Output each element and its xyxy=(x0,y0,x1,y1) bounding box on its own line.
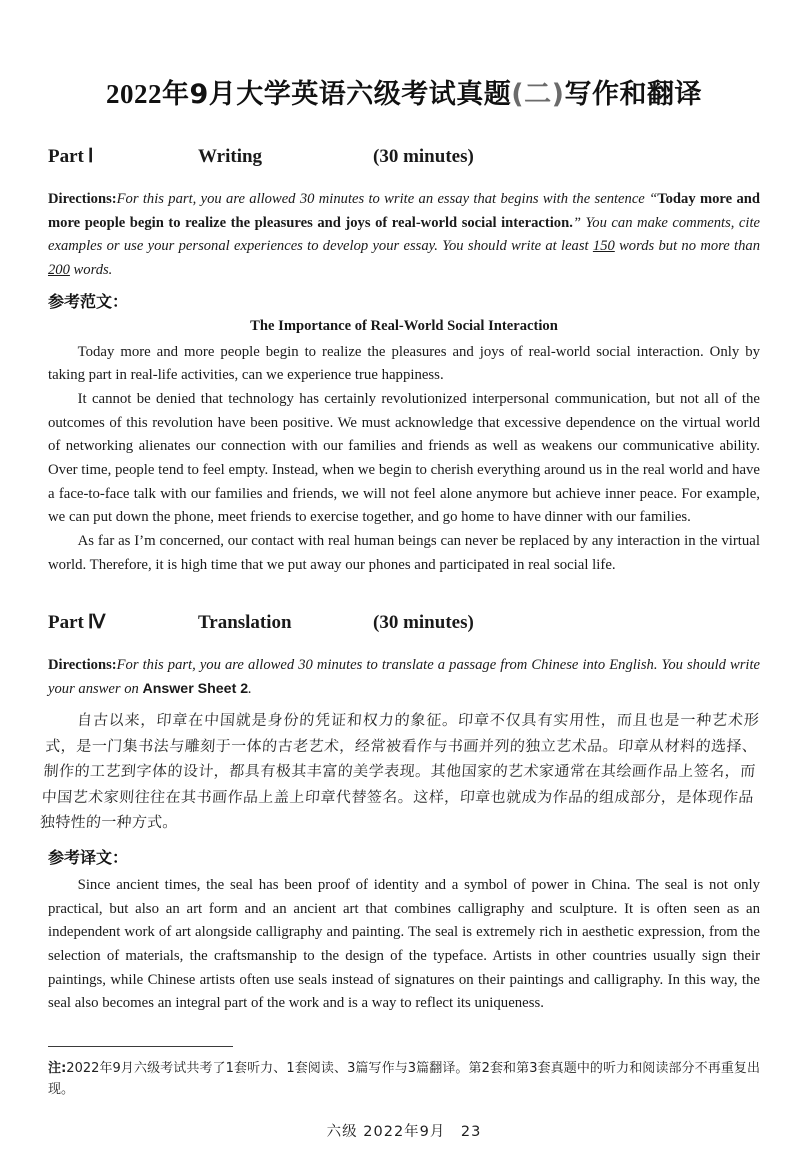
part4-directions-label: Directions: xyxy=(48,657,117,674)
sample-essay-paragraph-3: As far as I’m concerned, our contact with real human beings can never be replaced by any interaction in the virtual world. Therefore, it is high time that we put away our phones and participated in real social life. xyxy=(48,532,760,573)
part1-label-group xyxy=(48,145,198,168)
footnote-divider xyxy=(48,1046,233,1047)
part1-directions-text-b: ” You can make comments, cite examples or use your personal experiences to develop your essay. You should write at least xyxy=(48,214,760,255)
sample-essay-label: 参考范文： xyxy=(48,291,129,311)
part4-time: (30 minutes) xyxy=(373,612,474,634)
part1-min-words: 150 xyxy=(592,238,615,255)
page-title xyxy=(48,72,760,111)
sample-translation-label: 参考译文： xyxy=(48,848,129,868)
part4-label: Part xyxy=(48,612,84,634)
part4-directions-text-b: . xyxy=(248,680,252,697)
sample-translation-text: Since ancient times, the seal has been proof of identity and a symbol of power in China. The seal is not only practical, but also an art form and an ancient art that combines calligraphy and sculpture. It is often seen as an independent work of art alongside calligraphy and painting. The seal is extremely rich in aesthetic expression, from the selection of materials, the craftsmanship to the design of the typeface. Artists in other countries usually sign their paintings, while Chinese artists often use seals instead of signatures on their paintings and calligraphy. In this way, the seal also becomes an integral part of the work and is a way to reflect its uniqueness. xyxy=(48,877,760,1012)
title-paren: (二) xyxy=(511,79,565,110)
part1-name: Writing xyxy=(198,146,263,167)
part4-name: Translation xyxy=(198,612,292,634)
page-footer: 六级 2022年9月 23 xyxy=(326,1124,482,1141)
part1-directions-text-d: words. xyxy=(69,261,113,278)
part4-directions xyxy=(48,654,760,701)
part1-heading xyxy=(48,145,760,168)
footnote-text: 2022年9月六级考试共考了1套听力、1套阅读、3篇写作与3篇翻译。第2套和第3套真题中的听力和阅读部分不再重复出现。 xyxy=(48,1061,761,1098)
part1-essay-prompt: Today more and more people begin to realize the pleasures and joys of real-world social interaction. xyxy=(48,191,760,231)
part1-max-words: 200 xyxy=(48,261,70,278)
sample-essay-title: The Importance of Real-World Social Interaction xyxy=(250,317,558,334)
part1-numeral: Ⅰ xyxy=(87,146,94,167)
part4-label-group xyxy=(48,611,198,634)
part1-directions-label: Directions: xyxy=(48,191,117,207)
sample-essay-paragraph-1: Today more and more people begin to realize the pleasures and joys of real-world social interaction. Only by taking part in real-life activities, can we experience true happiness. xyxy=(48,343,760,384)
title-suffix: 写作和翻译 xyxy=(564,79,702,110)
part4-directions-text-a: For this part, you are allowed 30 minutes to translate a passage from Chinese into English. You should write your answer on xyxy=(48,657,760,697)
footnote-marker: 注: xyxy=(48,1061,67,1077)
footnote xyxy=(48,1058,760,1100)
answer-sheet-reference: Answer Sheet 2 xyxy=(142,680,249,697)
part1-directions-text-a: For this part, you are allowed 30 minutes to write an essay that begins with the sentence “ xyxy=(116,191,658,207)
sample-essay-paragraph-2: It cannot be denied that technology has certainly revolutionized interpersonal communication, but not all of the outcomes of this revolution have been positive. We must acknowledge that excessive dependence on the virtual world of networking alienates our connection with our families and friends as well as weakens our communicative ability. Over time, people tend to feel empty. Instead, when we begin to cherish everything around us in the real world and have a face-to-face talk with our families and friends, we will not feel alone anymore but achieve inner peace. For example, we can put down the phone, meet friends to exercise together, and go home to have dinner with our families. xyxy=(48,390,760,526)
part1-label: Part xyxy=(48,146,84,167)
page-content xyxy=(39,0,761,1141)
title-year: 2022 xyxy=(106,79,162,109)
chinese-source-passage: 自古以来，印章在中国就是身份的凭证和权力的象征。印章不仅具有实用性，而且也是一种艺术形式，是一门集书法与雕刻于一体的古老艺术，经常被看作与书画并列的独立艺术品。印章从材料的选择、制作的工艺到字体的设计，都具有极其丰富的美学表现。其他国家的艺术家通常在其绘画作品上签名，而中国艺术家则往往在其书画作品上盖上印章代替签名。这样，印章也就成为作品的组成部分，是体现作品独特性的一种方式。 xyxy=(39,710,760,831)
part1-directions-text-c: words but no more than xyxy=(614,238,761,255)
part1-directions xyxy=(48,188,760,283)
part1-time: (30 minutes) xyxy=(373,146,474,167)
part4-heading xyxy=(48,611,760,634)
part4-numeral: Ⅳ xyxy=(87,612,106,634)
title-main: 年9月大学英语六级考试真题 xyxy=(162,79,512,110)
